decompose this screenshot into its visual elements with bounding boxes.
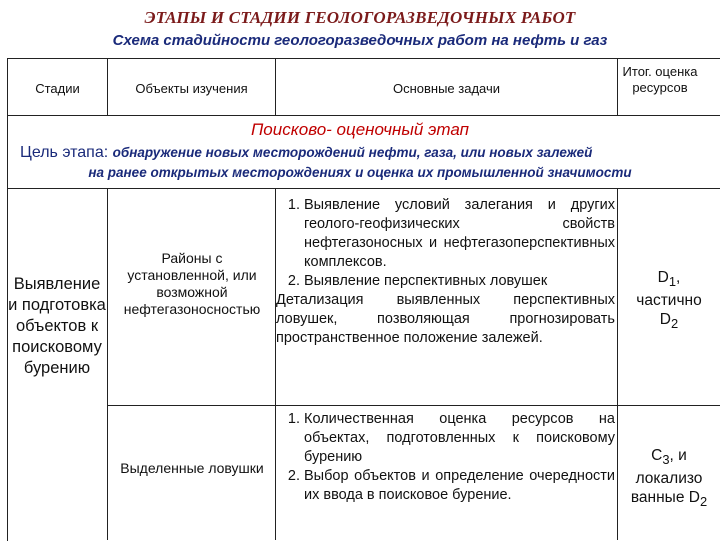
resource-cell-1 [618, 268, 720, 333]
phase-goal [20, 144, 592, 162]
column-header-stages: Стадии [35, 81, 80, 96]
column-header-objects: Объекты изучения [135, 81, 248, 96]
page-subtitle: Схема стадийности геологоразведочных работ на нефть и газ [112, 32, 608, 49]
resource-value: $C_3$, и локализо ванные $D_2$ [630, 447, 708, 510]
column-header-tasks: Основные задачи [392, 81, 501, 96]
goal-text-continued: на ранее открытых месторождениях и оценка их промышленной значимости [88, 165, 632, 180]
header-bottom-line [7, 115, 720, 116]
object-cell-traps: Выделенные ловушки [120, 460, 264, 476]
phase-bottom-line [7, 188, 720, 189]
subrow-divider [107, 405, 720, 406]
goal-text: обнаружение новых месторождений нефти, газа, или новых залежей [112, 145, 593, 160]
resource-value: $D_1$, частично $D_2$ [636, 269, 702, 332]
header-divider [617, 58, 618, 115]
stage-cell: Выявление и подготовка объектов к поисковому бурению [8, 275, 106, 377]
tasks-cell-1 [276, 196, 615, 348]
task-item: 1. Количественная оценка ресурсов на объектах, подготовленных к поисковому бурению [304, 410, 615, 467]
task-item: 2. Выявление перспективных ловушек [304, 272, 615, 291]
phase-title: Поисково- оценочный этап [250, 120, 469, 139]
resource-cell-2 [618, 446, 720, 511]
tasks-cell-2 [276, 410, 615, 505]
task-detail: Детализация выявленных перспективных ловушек, позволяющая прогнозировать пространственное положение залежей. [276, 292, 615, 346]
task-item: 2. Выбор объектов и определение очередности их ввода в поисковое бурение. [304, 467, 615, 505]
object-cell-areas: Районы с установленной, или возможной нефтегазоносностью [123, 250, 261, 317]
goal-label: Цель этапа: [20, 144, 109, 161]
column-header-resources: Итог. оценка ресурсов [622, 64, 698, 95]
task-item: 1. Выявление условий залегания и других геолого-геофизических свойств нефтегазоносных и нефтегазоперспективных комплексов. [304, 196, 615, 272]
body-divider [107, 188, 108, 540]
page-title: ЭТАПЫ И СТАДИИ ГЕОЛОГОРАЗВЕДОЧНЫХ РАБОТ [144, 8, 576, 27]
